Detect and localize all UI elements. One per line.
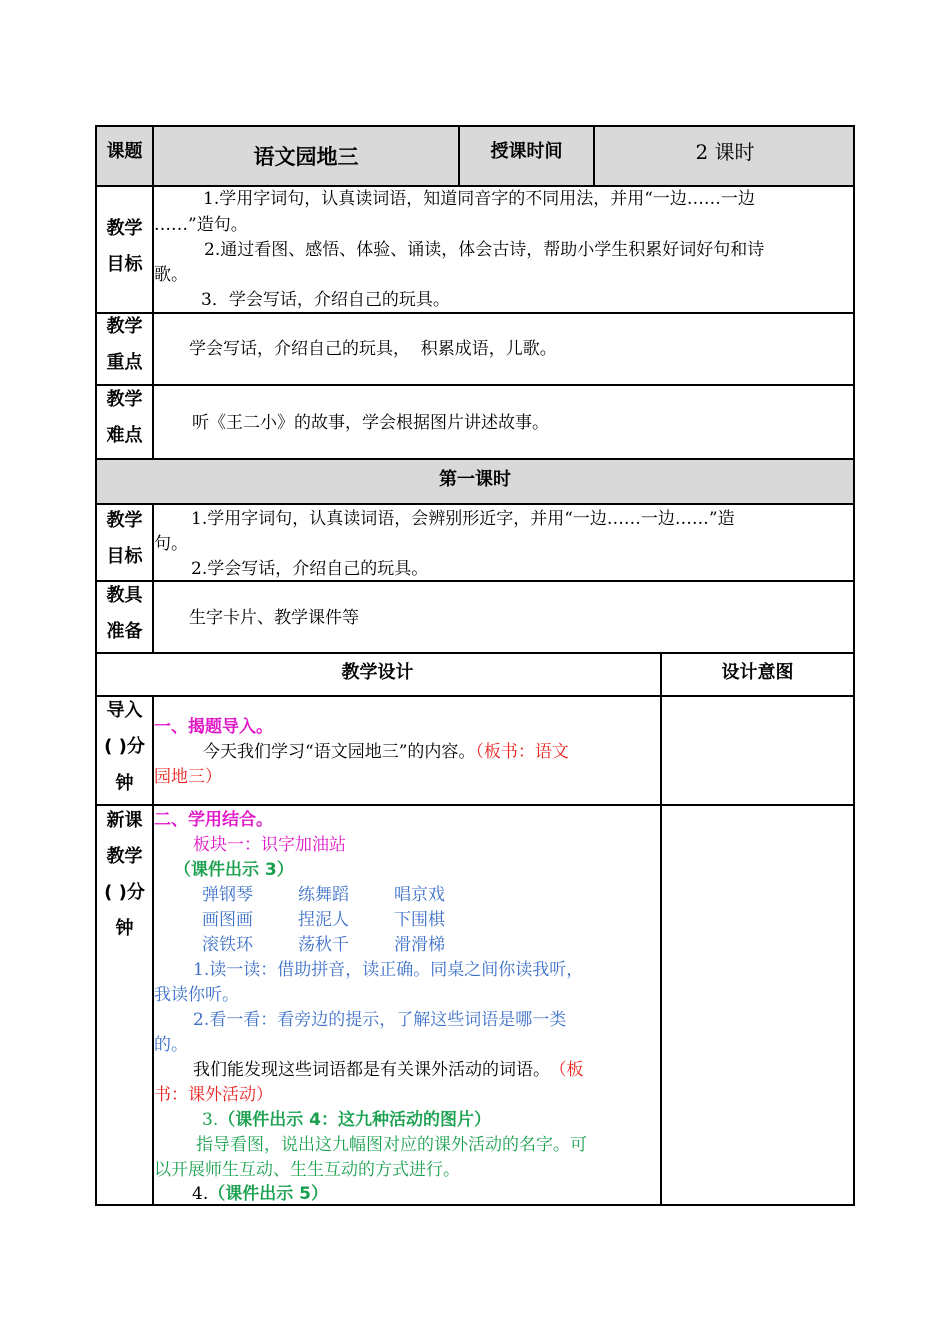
step4-text: （课件出示 5） <box>208 1184 328 1204</box>
word-1-1: 弹钢琴 <box>202 885 253 905</box>
guide-line1: 指导看图，说出这九幅图对应的课外活动的名字。可 <box>196 1135 587 1155</box>
focus-label-line1: 教学 <box>106 316 143 337</box>
difficulty-text: 听《王二小》的故事，学会根据图片讲述故事。 <box>192 413 549 433</box>
word-1-2: 练舞蹈 <box>298 885 349 905</box>
prep-label-line1: 教具 <box>106 585 143 606</box>
focus-text: 学会写话，介绍自己的玩具， 积累成语，儿歌。 <box>189 339 557 359</box>
time-value: 2 课时 <box>695 140 755 164</box>
courseware-3: （课件出示 3） <box>174 860 294 880</box>
intro-label-line1: 导入 <box>106 700 143 721</box>
h-line <box>95 125 855 127</box>
intro-board-a: （板书：语文 <box>475 742 569 762</box>
step2-line1: 2.看一看：看旁边的提示，了解这些词语是哪一类 <box>193 1010 567 1030</box>
topic-value: 语文园地三 <box>253 145 359 169</box>
time-label: 授课时间 <box>490 141 563 162</box>
goals-label-line1: 教学 <box>106 218 143 239</box>
goal-1b: ……”造句。 <box>154 215 248 235</box>
prep-text: 生字卡片、教学课件等 <box>189 608 359 628</box>
lesson-plan-table <box>95 125 855 1206</box>
focus-label-line2: 重点 <box>106 352 143 373</box>
found-line1 <box>193 1058 584 1083</box>
word-2-2: 捏泥人 <box>298 910 349 930</box>
intro-label-line3: 钟 <box>115 773 134 794</box>
lesson-goal-1b: 句。 <box>154 534 188 554</box>
word-3-2: 荡秋千 <box>298 935 349 955</box>
h-line <box>95 695 855 697</box>
found-board-a: （板 <box>558 1060 584 1080</box>
h-line <box>95 804 855 806</box>
lesson-goal-1a: 1.学用字词句，认真读词语，会辨别形近字，并用“一边……一边……”造 <box>191 509 735 529</box>
lesson-goals-label-line1: 教学 <box>106 510 143 531</box>
word-2-1: 画图画 <box>202 910 253 930</box>
word-2-3: 下围棋 <box>394 910 445 930</box>
step1-line1: 1.读一读：借助拼音，读正确。同桌之间你读我听， <box>193 960 584 980</box>
new-heading: 二、学用结合。 <box>154 810 273 830</box>
design-column-header: 教学设计 <box>341 662 414 683</box>
step3-text: （课件出示 4：这九种活动的图片） <box>218 1110 491 1130</box>
word-3-1: 滚铁环 <box>202 935 253 955</box>
new-label-line4: 钟 <box>115 918 134 939</box>
found-text: 我们能发现这些词语都是有关课外活动的词语。 <box>193 1060 550 1080</box>
intro-text-main: 今天我们学习“语文园地三”的内容。 <box>203 742 476 762</box>
step3-num: 3. <box>202 1110 219 1130</box>
intro-text <box>203 740 569 765</box>
lesson-title: 第一课时 <box>439 469 511 490</box>
new-label-line3: ( )分 <box>104 882 145 903</box>
h-line <box>95 384 855 386</box>
found-board-b: 书：课外活动） <box>154 1085 273 1105</box>
topic-label: 课题 <box>106 141 143 162</box>
difficulty-label-line2: 难点 <box>106 425 143 446</box>
goal-2a: 2.通过看图、感悟、体验、诵读，体会古诗，帮助小学生积累好词好句和诗 <box>204 240 765 260</box>
step1-line2: 我读你听。 <box>154 985 239 1005</box>
intro-board-b: 园地三） <box>154 767 222 787</box>
intro-heading: 一、揭题导入。 <box>154 717 273 737</box>
v-line <box>660 652 662 1206</box>
block-one-title: 板块一：识字加油站 <box>193 835 346 855</box>
guide-line2: 以开展师生互动、生生互动的方式进行。 <box>154 1160 460 1180</box>
word-1-3: 唱京戏 <box>394 885 445 905</box>
h-line <box>95 652 855 654</box>
intro-label-line2: ( )分 <box>104 736 145 757</box>
step3 <box>202 1108 491 1133</box>
h-line <box>95 458 855 460</box>
lesson-goal-2: 2.学会写话，介绍自己的玩具。 <box>191 559 429 579</box>
h-line <box>95 503 855 505</box>
step4 <box>192 1182 328 1207</box>
goals-label-line2: 目标 <box>106 254 143 275</box>
v-line <box>853 125 855 1206</box>
prep-label-line2: 准备 <box>106 621 143 642</box>
goal-2b: 歌。 <box>154 265 188 285</box>
intent-column-header: 设计意图 <box>721 662 794 683</box>
step2-line2: 的。 <box>154 1035 188 1055</box>
new-label-line1: 新课 <box>106 810 143 831</box>
new-label-line2: 教学 <box>106 846 143 867</box>
difficulty-label-line1: 教学 <box>106 389 143 410</box>
goal-3: 3．学会写话，介绍自己的玩具。 <box>201 290 450 310</box>
word-3-3: 滑滑梯 <box>394 935 445 955</box>
step4-num: 4. <box>192 1184 209 1204</box>
goal-1a: 1.学用字词句，认真读词语，知道同音字的不同用法，并用“一边……一边 <box>203 189 755 209</box>
lesson-goals-label-line2: 目标 <box>106 546 143 567</box>
